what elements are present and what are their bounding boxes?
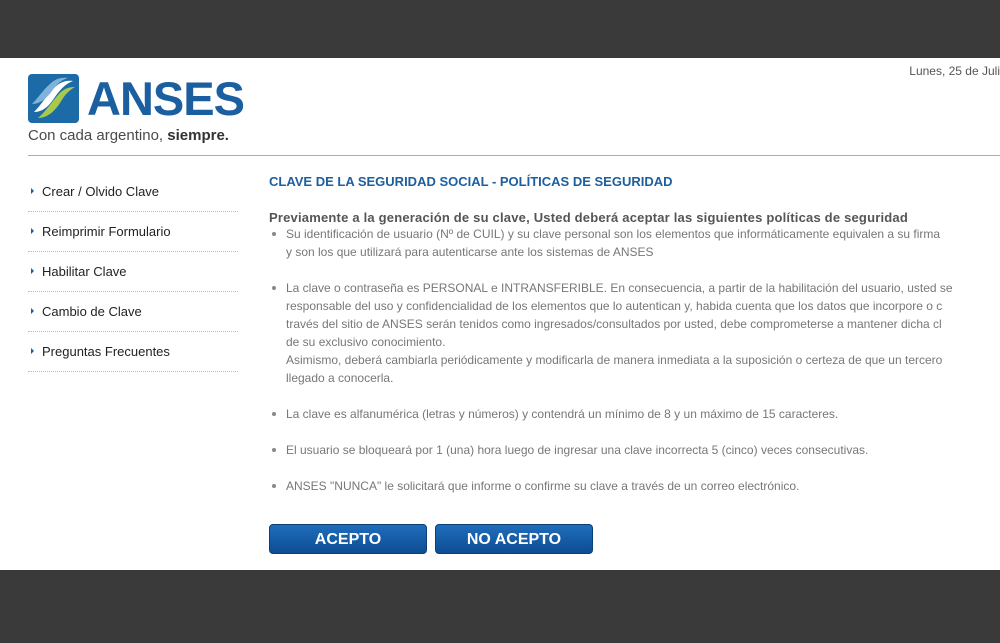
header-divider: [28, 155, 1000, 156]
bottom-dark-band: [0, 570, 1000, 643]
arrow-right-icon: [31, 308, 34, 314]
tagline-text: Con cada argentino,: [28, 127, 168, 144]
sidebar-nav: [28, 172, 238, 372]
page-title: CLAVE DE LA SEGURIDAD SOCIAL - POLÍTICAS DE SEGURIDAD: [269, 174, 673, 189]
policy-item: [269, 279, 1000, 387]
page-container: [0, 58, 1000, 570]
policy-line: Su identificación de usuario (Nº de CUIL) y su clave personal son los elementos que informáticamente equivalen a su firma: [286, 227, 941, 241]
policy-item: [269, 225, 1000, 261]
policy-intro: Previamente a la generación de su clave, Usted deberá aceptar las siguientes políticas de seguridad: [269, 210, 908, 225]
sidebar-item-cambio-de-clave[interactable]: [28, 292, 238, 332]
policy-line: ANSES "NUNCA" le solicitará que informe o confirme su clave a través de un correo electrónico.: [286, 479, 800, 493]
bullet-icon: [272, 448, 276, 452]
sidebar-item-label: Habilitar Clave: [42, 264, 127, 279]
policy-line: responsable del uso y confidencialidad de los elementos que lo autentican y, habida cuenta que los datos que incorpore o c: [286, 299, 943, 313]
tagline: [28, 127, 229, 144]
bullet-icon: [272, 232, 276, 236]
policy-item: [269, 405, 1000, 423]
policy-line: través del sitio de ANSES serán tenidos como ingresados/consultados por usted, debe comprometerse a mantener dicha cl: [286, 317, 942, 331]
policy-item: [269, 477, 1000, 495]
bullet-icon: [272, 484, 276, 488]
policy-line: Asimismo, deberá cambiarla periódicamente y modificarla de manera inmediata a la suposición o certeza de que un tercero: [286, 353, 943, 367]
current-date: Lunes, 25 de Juli: [909, 64, 1000, 78]
policy-line: y son los que utilizará para autenticarse ante los sistemas de ANSES: [286, 245, 654, 259]
policy-list: [269, 225, 1000, 495]
reject-button[interactable]: NO ACEPTO: [435, 524, 593, 554]
policy-item: [269, 441, 1000, 459]
arrow-right-icon: [31, 348, 34, 354]
policy-line: La clave es alfanumérica (letras y números) y contendrá un mínimo de 8 y un máximo de 15 caracteres.: [286, 407, 839, 421]
tagline-emphasis: siempre.: [167, 127, 229, 144]
accept-button[interactable]: ACEPTO: [269, 524, 427, 554]
sidebar-item-label: Cambio de Clave: [42, 304, 142, 319]
policy-line: El usuario se bloqueará por 1 (una) hora luego de ingresar una clave incorrecta 5 (cinco) veces consecutivas.: [286, 443, 869, 457]
sidebar-item-label: Preguntas Frecuentes: [42, 344, 170, 359]
arrow-right-icon: [31, 188, 34, 194]
arrow-right-icon: [31, 228, 34, 234]
arrow-right-icon: [31, 268, 34, 274]
sidebar-item-label: Reimprimir Formulario: [42, 224, 171, 239]
sidebar-item-habilitar-clave[interactable]: [28, 252, 238, 292]
policy-content: [269, 174, 1000, 513]
sidebar-item-reimprimir-formulario[interactable]: [28, 212, 238, 252]
anses-logo-icon: [28, 74, 79, 123]
bullet-icon: [272, 286, 276, 290]
anses-logo[interactable]: [28, 74, 258, 146]
anses-wordmark: ANSES: [87, 72, 244, 125]
policy-line: La clave o contraseña es PERSONAL e INTRANSFERIBLE. En consecuencia, a partir de la habilitación del usuario, usted se: [286, 281, 953, 295]
sidebar-item-preguntas-frecuentes[interactable]: [28, 332, 238, 372]
top-dark-band: [0, 0, 1000, 58]
policy-line: llegado a conocerla.: [286, 371, 394, 385]
sidebar-item-crear-olvido-clave[interactable]: [28, 172, 238, 212]
bullet-icon: [272, 412, 276, 416]
sidebar-item-label: Crear / Olvido Clave: [42, 184, 160, 199]
policy-line: de su exclusivo conocimiento.: [286, 335, 446, 349]
